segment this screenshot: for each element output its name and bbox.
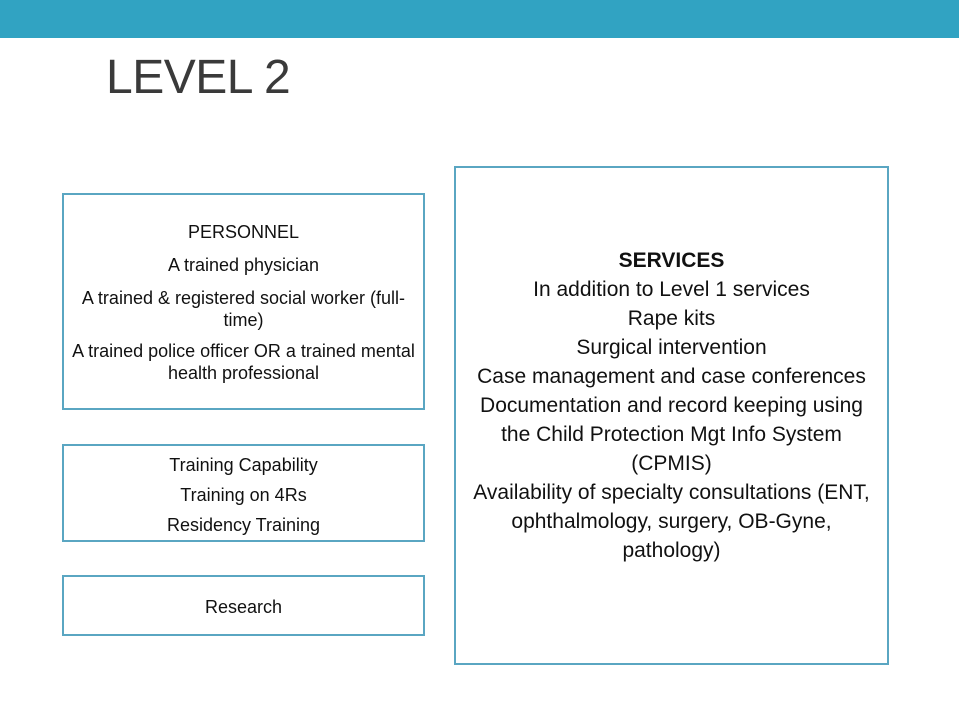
personnel-item: A trained physician — [167, 255, 320, 275]
top-accent-bar — [0, 0, 959, 38]
services-item: Case management and case conferences — [477, 365, 866, 388]
slide-title: LEVEL 2 — [106, 51, 291, 104]
research-box — [62, 575, 425, 636]
services-box — [454, 166, 889, 665]
services-item: In addition to Level 1 services — [533, 278, 810, 301]
research-label: Research — [204, 597, 283, 617]
personnel-item: A trained police officer OR a trained mental health professional — [72, 341, 415, 383]
services-item: Surgical intervention — [576, 336, 767, 359]
personnel-heading: PERSONNEL — [187, 222, 300, 242]
services-heading: SERVICES — [618, 249, 725, 272]
services-item: Rape kits — [627, 307, 716, 330]
training-item: Residency Training — [166, 515, 321, 535]
training-box — [62, 444, 425, 542]
services-item: Availability of specialty consultations (ENT, ophthalmology, surgery, OB-Gyne, pathology) — [473, 481, 870, 562]
training-item: Training on 4Rs — [180, 485, 307, 505]
services-item: Documentation and record keeping using the Child Protection Mgt Info System (CPMIS) — [480, 394, 863, 475]
training-item: Training Capability — [169, 455, 318, 475]
personnel-item: A trained & registered social worker (full-time) — [81, 288, 406, 330]
personnel-box — [62, 193, 425, 410]
